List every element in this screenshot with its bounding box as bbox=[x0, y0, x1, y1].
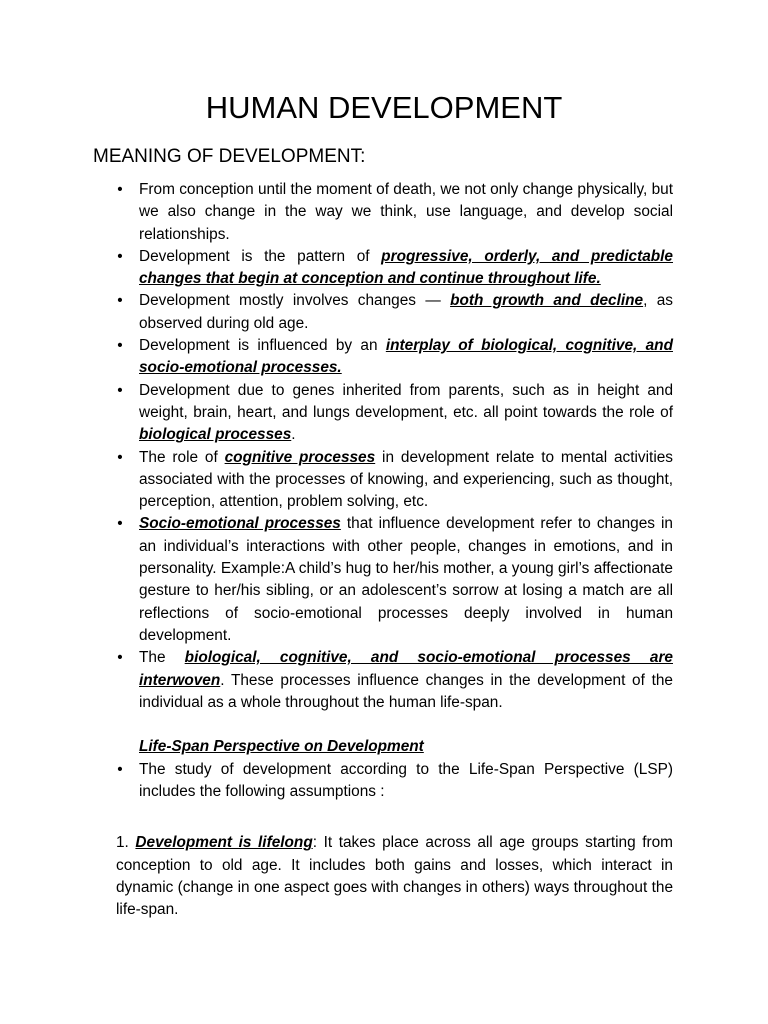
item-text: The study of development according to the Life-Span Perspective (LSP) includes the following assumptions : bbox=[139, 760, 673, 801]
item-text: The role of bbox=[139, 448, 225, 466]
item-text: Development is the pattern of bbox=[139, 247, 382, 265]
item-text: that influence development refer to changes in an individual’s interactions with other people, changes in emotions, and in personality. Example:A child’s hug to her/his mother, a young girl’s affectionate gesture to her/his sibling, or an adolescent’s sorrow at losing a match are all reflections of socio-emotional processes deeply involved in human development. bbox=[139, 515, 673, 644]
list-item bbox=[117, 759, 673, 804]
bullet-icon: • bbox=[117, 448, 123, 466]
section-heading: MEANING OF DEVELOPMENT: bbox=[93, 146, 366, 167]
emphasis-text: biological processes bbox=[139, 426, 292, 444]
item-text: Development due to genes inherited from parents, such as in height and weight, brain, heart, and lungs development, etc. all point towards the role of bbox=[139, 381, 673, 421]
emphasis-text: both growth and decline bbox=[450, 292, 644, 310]
list-item bbox=[117, 290, 674, 335]
list-item bbox=[117, 513, 673, 647]
emphasis-text: interplay of biological, cognitive, and socio-emotional processes. bbox=[139, 337, 673, 377]
bullet-icon: • bbox=[117, 292, 123, 310]
item-text: The bbox=[139, 649, 185, 667]
item-text: Development mostly involves changes — bbox=[139, 292, 451, 310]
list-item bbox=[117, 246, 673, 291]
item-text: , as observed during old age. bbox=[139, 292, 674, 332]
item-text: Development is influenced by an bbox=[139, 337, 386, 355]
bullet-list bbox=[117, 179, 674, 803]
item-text: From conception until the moment of death, we not only change physically, but we also change in the way we think, use language, and develop social relationships. bbox=[139, 181, 673, 243]
emphasis-text: progressive, orderly, and predictable changes that begin at conception and continue throughout life. bbox=[139, 247, 673, 288]
emphasis-text: Socio-emotional processes bbox=[139, 515, 341, 533]
item-text: . These processes influence changes in the development of the individual as a whole throughout the human life-span. bbox=[139, 671, 673, 711]
bullet-icon: • bbox=[117, 381, 123, 399]
point-number: 1. bbox=[116, 834, 136, 852]
bullet-icon: • bbox=[117, 515, 123, 533]
list-item bbox=[117, 647, 673, 714]
list-item bbox=[117, 380, 673, 447]
list-item bbox=[117, 335, 673, 380]
item-text: . bbox=[291, 426, 296, 444]
bullet-icon: • bbox=[117, 760, 123, 778]
lsp-heading: Life-Span Perspective on Development bbox=[139, 738, 424, 756]
emphasis-text: biological, cognitive, and socio-emotional processes are interwoven bbox=[139, 649, 673, 689]
emphasis-text: Development is lifelong bbox=[135, 834, 313, 852]
list-item bbox=[117, 447, 673, 514]
paragraph-text: : It takes place across all age groups starting from conception to old age. It includes both gains and losses, which interact in dynamic (change in one aspect goes with changes in others) ways throughout the life-span. bbox=[116, 834, 673, 919]
bullet-icon: • bbox=[117, 337, 123, 355]
emphasis-text: cognitive processes bbox=[224, 448, 376, 466]
bullet-icon: • bbox=[117, 247, 123, 265]
item-text: in development relate to mental activities associated with the processes of knowing, and experiencing, such as thought, perception, attention, problem solving, etc. bbox=[139, 448, 673, 511]
bullet-icon: • bbox=[117, 649, 123, 667]
page-title: HUMAN DEVELOPMENT bbox=[205, 90, 563, 125]
bullet-icon: • bbox=[117, 181, 123, 198]
numbered-paragraph bbox=[116, 832, 673, 921]
list-item bbox=[117, 179, 673, 246]
